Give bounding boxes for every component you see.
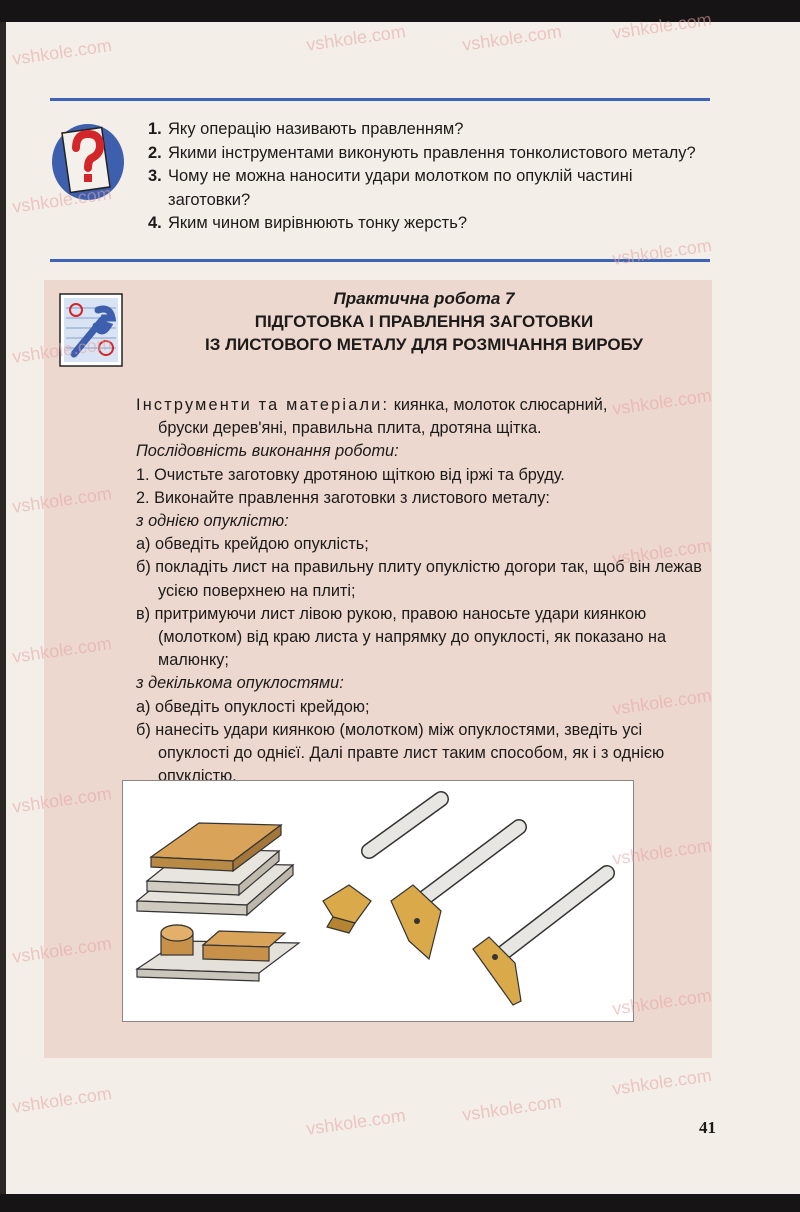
- one-bulge-item: в) притримуючи лист лівою рукою, правою наносьте удари киянкою (молотком) від краю листа у напрямку до опуклості, як показано на малюнку;: [136, 604, 667, 670]
- watermark: vshkole.com: [611, 1065, 713, 1099]
- watermark: vshkole.com: [611, 385, 713, 419]
- step-item: 1. Очистьте заготовку дротяною щіткою від іржі та бруду.: [136, 465, 565, 484]
- practical-body: [136, 394, 708, 788]
- watermark: vshkole.com: [611, 685, 713, 719]
- sequence-heading: Послідовність виконання роботи:: [136, 442, 399, 461]
- review-questions: [148, 118, 718, 236]
- watermark: vshkole.com: [611, 835, 713, 869]
- question-item: 3. Чому не можна наносити удари молотком по опуклій частині заготовки?: [148, 167, 633, 209]
- many-bulges-item: а) обведіть опуклості крейдою;: [136, 697, 370, 716]
- practical-title-2: ІЗ ЛИСТОВОГО МЕТАЛУ ДЛЯ РОЗМІЧАННЯ ВИРОБУ: [204, 335, 643, 354]
- watermark: vshkole.com: [11, 183, 113, 217]
- watermark: vshkole.com: [11, 483, 113, 517]
- one-bulge-item: б) покладіть лист на правильну плиту опуклістю догори так, щоб він лежав усією поверхнею на плиті;: [136, 558, 702, 600]
- step-item: 2. Виконайте правлення заготовки з листового металу:: [136, 488, 550, 507]
- practical-title-block: [144, 288, 704, 356]
- textbook-page: [6, 9, 800, 1194]
- watermark: vshkole.com: [11, 783, 113, 817]
- one-bulge-heading: з однією опуклістю:: [136, 512, 289, 531]
- page-number: 41: [699, 1118, 716, 1137]
- tools-line: Інструменти та матеріали: киянка, молоток слюсарний,: [136, 396, 608, 414]
- wrench-document-icon: [56, 292, 126, 368]
- watermark: vshkole.com: [461, 21, 563, 55]
- many-bulges-heading: з декількома опуклостями:: [136, 674, 344, 693]
- scan-top-edge: [0, 0, 800, 22]
- question-item: 4. Яким чином вирівнюють тонку жерсть?: [148, 214, 468, 232]
- practical-title: ПІДГОТОВКА І ПРАВЛЕННЯ ЗАГОТОВКИ: [254, 312, 594, 331]
- watermark: vshkole.com: [611, 235, 713, 269]
- practical-work-panel: [44, 280, 712, 1058]
- watermark: vshkole.com: [305, 1105, 407, 1139]
- watermark: vshkole.com: [11, 1083, 113, 1117]
- watermark: vshkole.com: [461, 1091, 563, 1125]
- watermark: vshkole.com: [11, 35, 113, 69]
- watermark: vshkole.com: [11, 333, 113, 367]
- bottom-divider: [50, 259, 710, 262]
- watermark: vshkole.com: [11, 933, 113, 967]
- top-divider: [50, 98, 710, 101]
- question-item: 1. Яку операцію називають правленням?: [148, 120, 464, 138]
- tools-illustration: [122, 780, 634, 1022]
- question-mark-icon: [50, 118, 126, 202]
- practical-number: Практична робота 7: [333, 289, 515, 308]
- scan-bottom-edge: [0, 1194, 800, 1212]
- one-bulge-item: а) обведіть крейдою опуклість;: [136, 535, 369, 554]
- tools-line-2: бруски дерев'яні, правильна плита, дротяна щітка.: [158, 419, 542, 438]
- watermark: vshkole.com: [11, 633, 113, 667]
- watermark: vshkole.com: [305, 21, 407, 55]
- question-item: 2. Якими інструментами виконують правлення тонколистового металу?: [148, 143, 696, 162]
- watermark: vshkole.com: [611, 535, 713, 569]
- watermark: vshkole.com: [611, 9, 713, 43]
- many-bulges-item: б) нанесіть удари киянкою (молотком) між опуклостями, зведіть усі опуклості до однієї. Далі правте лист таким способом, як і з однією опуклістю.: [136, 720, 665, 786]
- watermark: vshkole.com: [611, 985, 713, 1019]
